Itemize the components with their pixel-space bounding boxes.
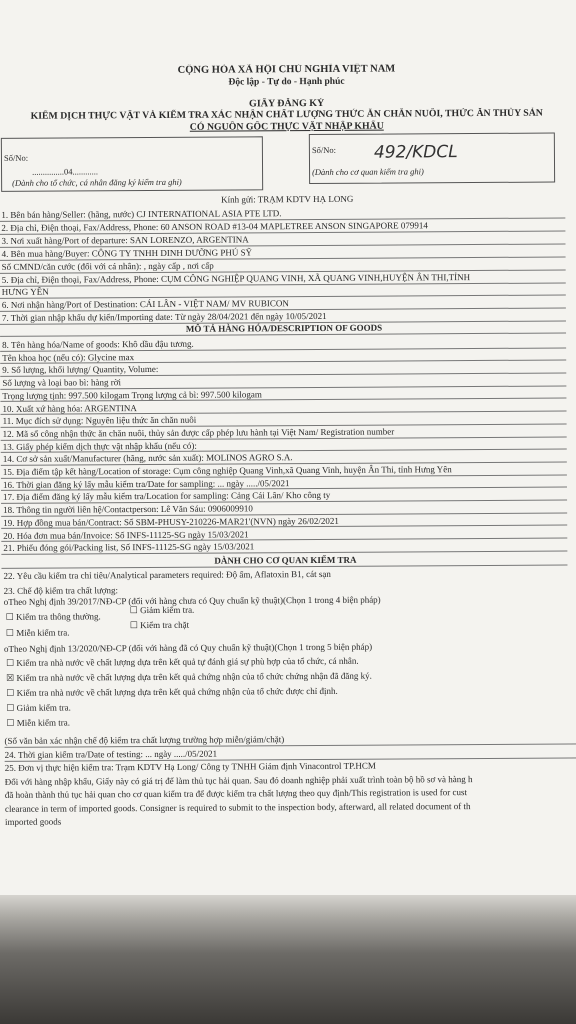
goods-row: 19. Hợp đồng mua bán/Contract: Số SBM-PHUSY-210226-MAR21'(NVN) ngày 26/02/2021 bbox=[1, 513, 567, 529]
footer-line: 24. Thời gian kiểm tra/Date of testing: ... ngày ...../05/2021 bbox=[5, 746, 576, 762]
country-title: CỘNG HÒA XÃ HỘI CHỦ NGHĨA VIỆT NAM bbox=[177, 63, 396, 76]
authority-number-label: Số/No: bbox=[311, 144, 337, 156]
checkbox-label: Giảm kiểm tra. bbox=[140, 604, 195, 616]
decree-39-label: oTheo Nghị định 39/2017/NĐ-CP (đối với hàng chưa có Quy chuẩn kỹ thuật)(Chọn 1 trong 4 biện pháp) bbox=[3, 594, 381, 607]
footer-line: 25. Đơn vị thực hiện kiểm tra: Trạm KDTV Hạ Long/ Công ty TNHH Giám định Vinacontrol TP.HCM bbox=[4, 760, 376, 773]
footer-line: clearance in term of imported goods. Consigner is required to submit to the inspection body, afterward, all related document of th bbox=[4, 800, 471, 814]
authority-number-note: (Dành cho cơ quan kiểm tra ghi) bbox=[312, 166, 424, 178]
goods-row: Trọng lượng tịnh: 997.500 kilogam Trọng lượng cả bì: 997.500 kilogam bbox=[0, 386, 566, 402]
goods-row: 20. Hóa đơn mua bán/Invoice: Số INFS-11125-SG ngày 15/03/2021 bbox=[1, 526, 567, 542]
checkbox-item[interactable] bbox=[130, 619, 189, 632]
footer-line: đã hoàn thành thủ tục hải quan cho cơ quan kiểm tra để được kiểm tra chất lượng theo quy định/This registration is used for cust bbox=[4, 787, 468, 800]
background-surface bbox=[0, 895, 576, 1024]
checkbox-icon[interactable]: ☐ bbox=[129, 606, 138, 617]
info-row: 6. Nơi nhận hàng/Port of Destination: CÁI LÂN - VIỆT NAM/ MV RUBICON bbox=[0, 294, 566, 311]
goods-row: Tên khoa học (nếu có): Glycine max bbox=[0, 348, 566, 364]
checked-checkbox-icon[interactable]: ☒ bbox=[6, 673, 15, 684]
applicant-number-note: (Dành cho tổ chức, cá nhân đăng ký kiểm tra ghi) bbox=[12, 176, 182, 188]
checkbox-item[interactable] bbox=[130, 604, 195, 617]
checkbox-icon[interactable]: ☐ bbox=[6, 718, 15, 729]
info-row: Số CMND/căn cước (đối với cá nhân): , ngày cấp , nơi cấp bbox=[0, 256, 566, 273]
form-title: GIẤY ĐĂNG KÝ bbox=[249, 97, 325, 110]
info-row: 7. Thời gian nhập khẩu dự kiến/Importing date: Từ ngày 28/04/2021 đến ngày 10/05/2021 bbox=[0, 307, 566, 324]
checkbox-label: Kiểm tra nhà nước về chất lượng dựa trên kết quả chứng nhận của tổ chức chứng nhận đã đăng ký. bbox=[16, 670, 372, 683]
goods-row: 11. Mục đích sử dụng: Nguyên liệu thức ăn chăn nuôi bbox=[1, 412, 567, 428]
checkbox-icon[interactable]: ☐ bbox=[5, 628, 14, 639]
checkbox-icon[interactable]: ☐ bbox=[6, 703, 15, 714]
decree-13-label: oTheo Nghị định 13/2020/NĐ-CP (đối với hàng đã có Quy chuẩn kỹ thuật)(Chọn 1 trong 5 biện pháp) bbox=[3, 641, 373, 654]
goods-row: 15. Địa điểm tập kết hàng/Location of storage: Cụm công nghiệp Quang Vinh,xã Quang Vinh, huyện Ân Thi, tỉnh Hưng Yên bbox=[1, 462, 567, 478]
checkbox-item[interactable] bbox=[6, 718, 70, 729]
applicant-number-box bbox=[1, 136, 263, 192]
handwritten-number: 492/KDCL bbox=[373, 142, 458, 163]
info-row: 2. Địa chỉ, Điện thoại, Fax/Address, Phone: 60 ANSON ROAD #13-04 MAPLETREE ANSON SINGAPORE 079914 bbox=[0, 217, 565, 234]
checkbox-label: Miễn kiểm tra. bbox=[16, 627, 70, 638]
info-row: 4. Bên mua hàng/Buyer: CÔNG TY TNHH DINH DƯỠNG PHÚ SỸ bbox=[0, 243, 566, 260]
motto: Độc lập - Tự do - Hạnh phúc bbox=[228, 76, 345, 88]
checkbox-item[interactable] bbox=[6, 610, 101, 624]
checkbox-icon[interactable]: ☐ bbox=[129, 621, 138, 632]
recipient: Kính gửi: TRẠM KDTV HẠ LONG bbox=[221, 193, 354, 205]
checkbox-label: Miễn kiểm tra. bbox=[16, 717, 71, 728]
info-row: HƯNG YÊN bbox=[0, 281, 566, 298]
quality-inspection-mode: 23. Chế độ kiểm tra chất lượng: bbox=[3, 585, 119, 596]
goods-row: 9. Số lượng, khối lượng/ Quantity, Volume: bbox=[0, 361, 566, 377]
footer-line: (Số văn bản xác nhận chế độ kiểm tra chất lượng trường hợp miễn/giảm/chặt) bbox=[4, 732, 576, 748]
authority-section-title: DÀNH CHO CƠ QUAN KIỂM TRA bbox=[1, 552, 567, 568]
goods-row: 16. Thời gian đăng ký lấy mẫu kiểm tra/Date for sampling: ... ngày ...../05/2021 bbox=[1, 475, 567, 491]
goods-row: 10. Xuất xứ hàng hóa: ARGENTINA bbox=[0, 399, 566, 415]
goods-row: 8. Tên hàng hóa/Name of goods: Khô dầu đậu tương. bbox=[0, 335, 566, 351]
footer-line: Đối với hàng nhập khẩu, Giấy này có giá trị để làm thủ tục hải quan. Sau đó doanh nghiệp phải xuất trình toàn bộ hồ sơ và hàng h bbox=[4, 773, 473, 787]
checkbox-label: Kiểm tra thông thường. bbox=[16, 611, 101, 622]
goods-row: 18. Thông tin người liên hệ/Contactperson: Lê Văn Sáu: 0906009910 bbox=[1, 501, 567, 517]
authority-number-box bbox=[309, 133, 555, 185]
checkbox-item[interactable] bbox=[6, 627, 70, 640]
goods-row: Số lượng và loại bao bì: hàng rời bbox=[0, 374, 566, 390]
goods-row: 17. Địa điểm đăng ký lấy mẫu kiểm tra/Location for sampling: Cảng Cái Lân/ Kho công ty bbox=[1, 488, 567, 504]
checkbox-icon[interactable]: ☐ bbox=[5, 612, 14, 623]
info-row: 5. Địa chỉ, Điện thoại, Fax/Address, Phone: CỤM CÔNG NGHIỆP QUANG VINH, XÃ QUANG VINH,HUYỆN ÂN THI,TỈNH bbox=[0, 269, 566, 286]
goods-row: 21. Phiếu đóng gói/Packing list, Số INFS-11125-SG ngày 15/03/2021 bbox=[1, 539, 567, 555]
goods-row: 14. Cơ sở sản xuất/Manufacturer (hãng, nước sản xuất): MOLINOS AGRO S.A. bbox=[1, 450, 567, 466]
checkbox-icon[interactable]: ☐ bbox=[6, 688, 15, 699]
footer-line: imported goods bbox=[4, 816, 62, 827]
goods-row: 13. Giấy phép kiểm dịch thực vật nhập khẩu (nếu có): bbox=[1, 437, 567, 453]
checkbox-label: Kiểm tra nhà nước về chất lượng dựa trên kết quả tự đánh giá sự phù hợp của tổ chức, cá nhân. bbox=[16, 655, 359, 668]
form-subtitle-2: CÓ NGUỒN GỐC THỰC VẬT NHẬP KHẨU bbox=[189, 120, 384, 133]
analytical-parameters: 22. Yêu cầu kiểm tra chỉ tiêu/Analytical parameters required: Độ ẩm, Aflatoxin B1, cát sạn bbox=[3, 568, 331, 581]
checkbox-label: Kiểm tra nhà nước về chất lượng dựa trên kết quả chứng nhận của tổ chức được chỉ định. bbox=[16, 685, 338, 698]
checkbox-item[interactable] bbox=[6, 671, 372, 684]
info-row: 1. Bên bán hàng/Seller: (hãng, nước) CJ INTERNATIONAL ASIA PTE LTD. bbox=[0, 204, 565, 221]
applicant-number-value: ...............04............ bbox=[32, 166, 98, 177]
checkbox-item[interactable] bbox=[6, 656, 359, 669]
checkbox-item[interactable] bbox=[6, 702, 71, 713]
goods-row: 12. Mã số công nhận thức ăn chăn nuôi, thủy sản được cấp phép lưu hành tại Việt Nam/ Registration number bbox=[1, 424, 567, 440]
checkbox-item[interactable] bbox=[6, 686, 338, 699]
checkbox-label: Giảm kiểm tra. bbox=[16, 702, 71, 713]
info-row: 3. Nơi xuất hàng/Port of departure: SAN LORENZO, ARGENTINA bbox=[0, 230, 566, 247]
applicant-number-label: Số/No: bbox=[3, 152, 29, 163]
checkbox-icon[interactable]: ☐ bbox=[6, 658, 15, 669]
form-subtitle-1: KIỂM DỊCH THỰC VẬT VÀ KIỂM TRA XÁC NHẬN CHẤT LƯỢNG THỨC ĂN CHĂN NUÔI, THỨC ĂN THỦY SẢN bbox=[30, 107, 543, 122]
goods-section-title: MÔ TẢ HÀNG HÓA/DESCRIPTION OF GOODS bbox=[0, 320, 566, 336]
checkbox-label: Kiểm tra chặt bbox=[140, 619, 190, 631]
